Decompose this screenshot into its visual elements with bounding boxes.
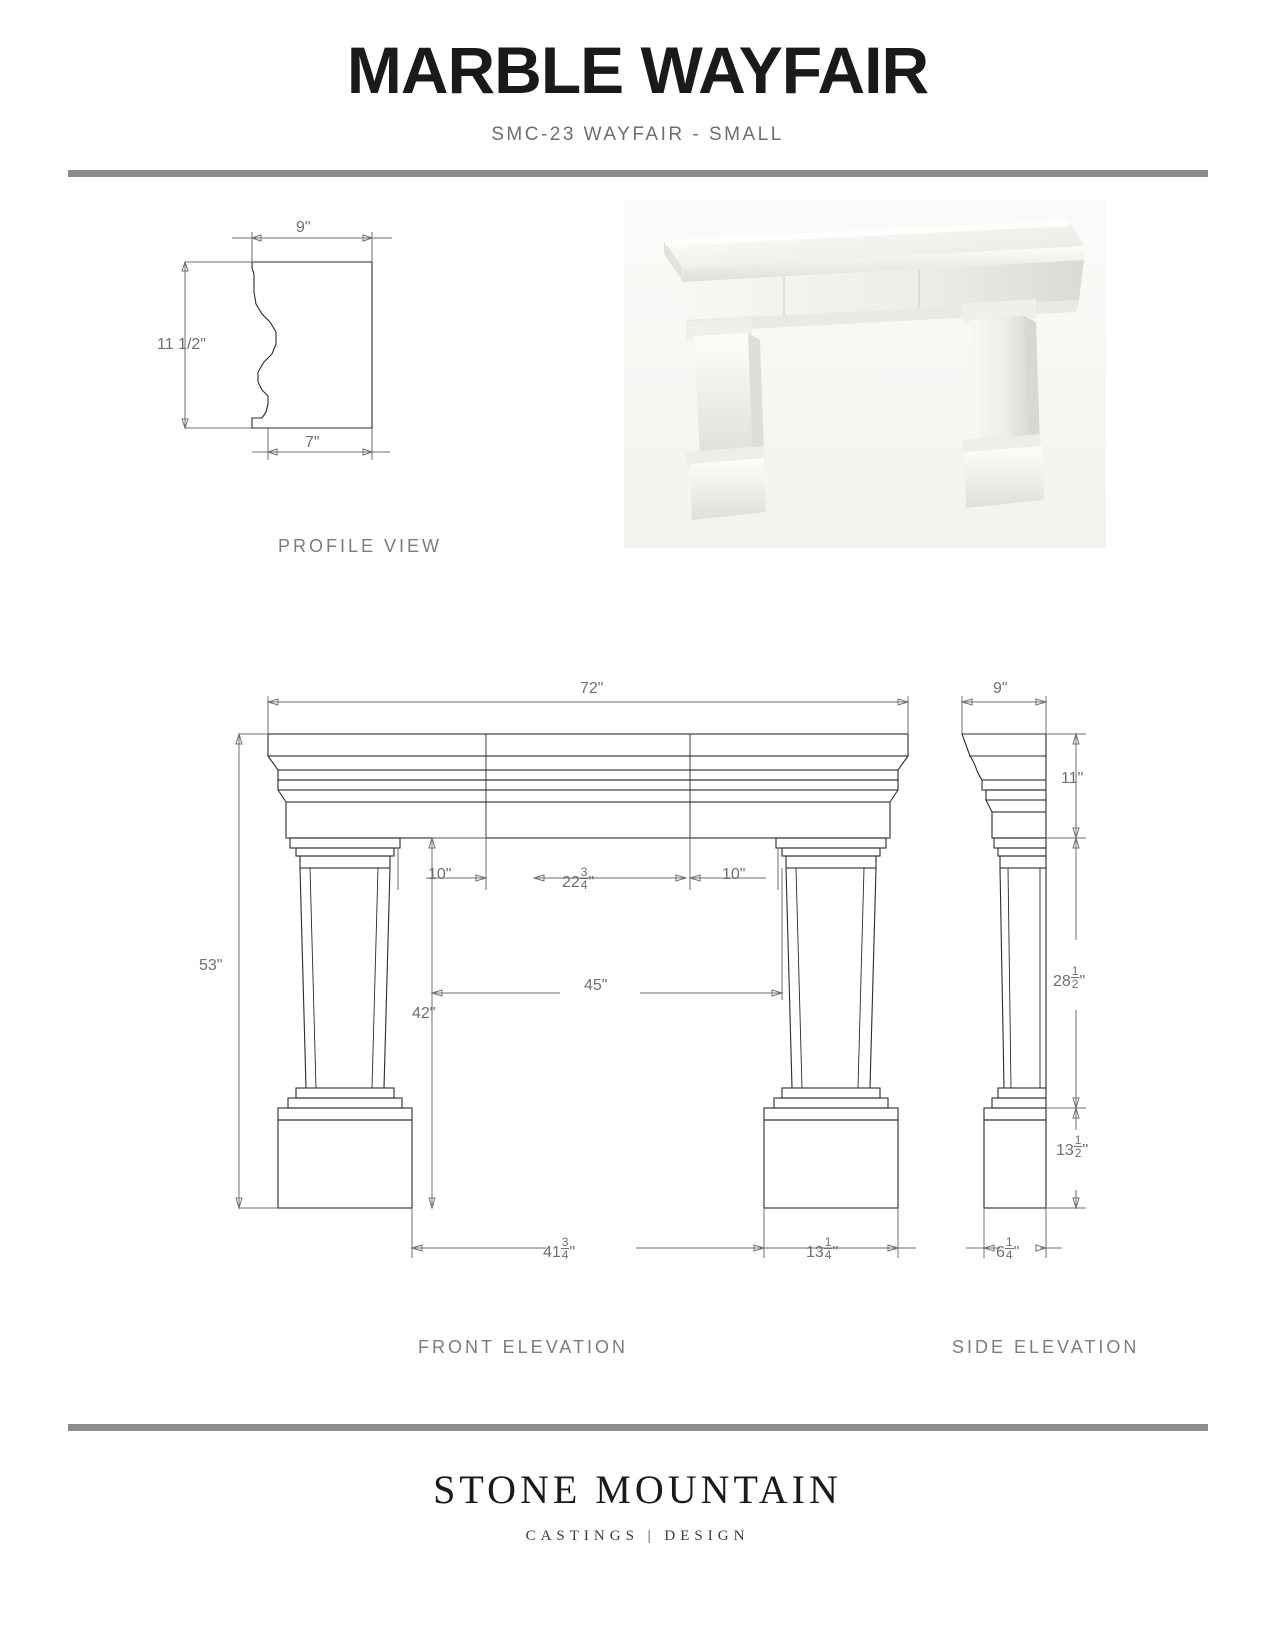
front-base-center-num: 3 [561,1235,569,1249]
side-elevation-caption: SIDE ELEVATION [952,1337,1140,1357]
side-column-height-whole: 28 [1053,972,1071,990]
front-opening-width-dim: 45" [584,977,608,994]
front-base-width-whole: 13 [806,1243,824,1261]
side-depth-dim: 9" [993,680,1008,697]
front-base-center-unit: " [569,1243,576,1261]
front-base-width-den: 4 [824,1248,832,1262]
front-overall-height-dim: 53" [199,957,223,974]
front-base-width-num: 1 [824,1235,832,1249]
front-base-center-whole: 41 [543,1243,561,1261]
side-base-height-num: 1 [1074,1133,1082,1147]
profile-bottom-width-dim: 7" [305,434,320,451]
front-frieze-center-unit: " [588,873,595,891]
profile-top-width-dim: 9" [296,219,311,236]
front-frieze-center-whole: 22 [562,873,580,891]
side-column-height-den: 2 [1071,977,1079,991]
front-right-offset-dim: 10" [722,866,746,883]
side-base-depth-whole: 6 [996,1243,1005,1261]
front-left-offset-dim: 10" [428,866,452,883]
side-column-height-dim [1053,965,1085,991]
side-column-height-unit: " [1079,972,1086,990]
side-base-depth-unit: " [1013,1243,1020,1261]
side-column-height-num: 1 [1071,964,1079,978]
side-base-height-unit: " [1082,1141,1089,1159]
page-title: MARBLE WAYFAIR [346,33,929,107]
side-base-height-dim [1056,1134,1088,1160]
side-base-depth-num: 1 [1005,1235,1013,1249]
brand-tagline: CASTINGS | DESIGN [525,1528,750,1544]
front-opening-height-dim: 42" [412,1005,436,1022]
front-frieze-center-num: 3 [580,865,588,879]
profile-height-dim: 11 1/2" [157,336,206,353]
front-overall-width-dim: 72" [580,680,604,697]
side-base-height-whole: 13 [1056,1141,1074,1159]
front-base-center-den: 4 [561,1248,569,1262]
side-base-depth-dim [996,1236,1019,1262]
profile-view-caption: PROFILE VIEW [278,536,443,556]
front-frieze-center-den: 4 [580,878,588,892]
page-subtitle: SMC-23 WAYFAIR - SMALL [491,124,784,145]
side-base-height-den: 2 [1074,1146,1082,1160]
side-base-depth-den: 4 [1005,1248,1013,1262]
brand-name: STONE MOUNTAIN [433,1467,842,1512]
front-elevation-caption: FRONT ELEVATION [418,1337,629,1357]
front-base-width-unit: " [832,1243,839,1261]
side-shelf-height-dim: 11" [1061,770,1084,787]
